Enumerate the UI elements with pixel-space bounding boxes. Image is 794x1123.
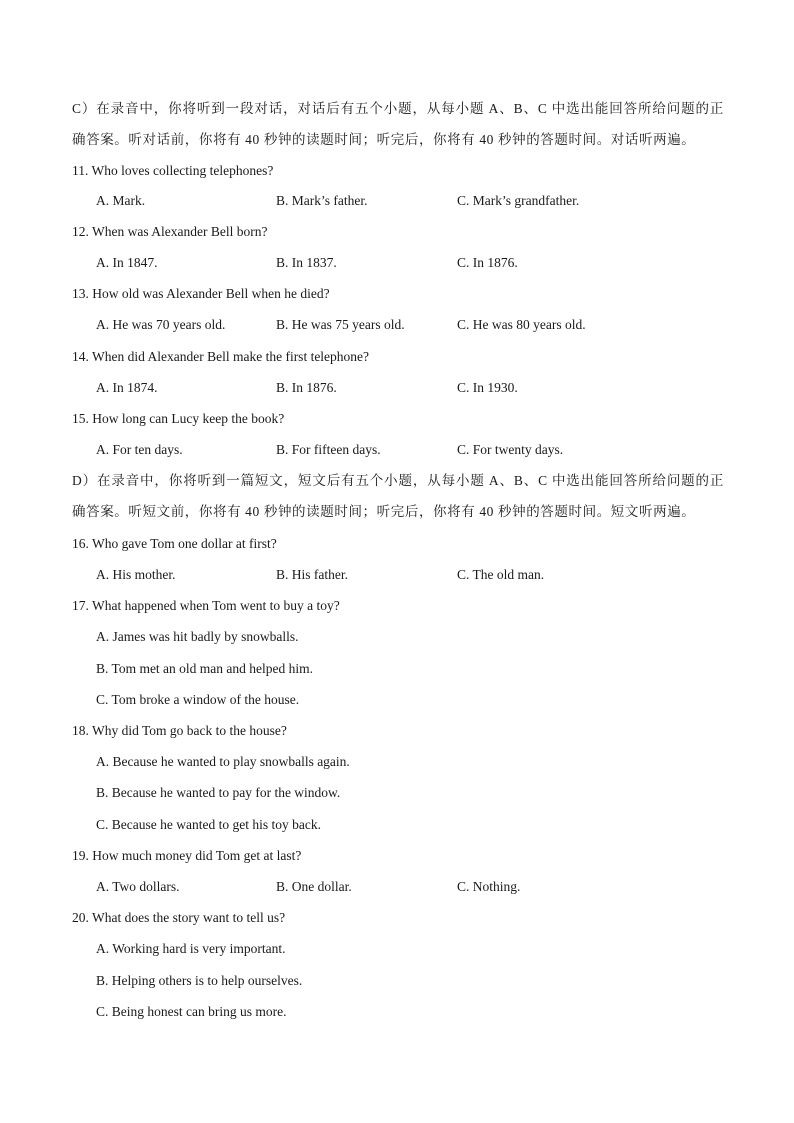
- question-19: 19. How much money did Tom get at last?: [72, 848, 302, 863]
- question-13-option-b: B. He was 75 years old.: [276, 317, 405, 332]
- question-17: 17. What happened when Tom went to buy a toy?: [72, 598, 340, 613]
- question-19-option-c: C. Nothing.: [457, 879, 521, 894]
- question-16: 16. Who gave Tom one dollar at first?: [72, 536, 277, 551]
- question-15-option-c: C. For twenty days.: [457, 442, 564, 457]
- question-16-option-a: A. His mother.: [96, 567, 176, 582]
- question-18: 18. Why did Tom go back to the house?: [72, 723, 287, 738]
- question-14-option-b: B. In 1876.: [276, 380, 337, 395]
- question-15-option-a: A. For ten days.: [96, 442, 183, 457]
- question-13: 13. How old was Alexander Bell when he died?: [72, 286, 330, 301]
- question-15: 15. How long can Lucy keep the book?: [72, 411, 285, 426]
- question-16-option-c: C. The old man.: [457, 567, 545, 582]
- question-20-option-b: B. Helping others is to help ourselves.: [96, 973, 303, 988]
- question-16-option-b: B. His father.: [276, 567, 348, 582]
- question-18-option-b: B. Because he wanted to pay for the window.: [96, 785, 341, 800]
- question-14-option-c: C. In 1930.: [457, 380, 518, 395]
- question-11: 11. Who loves collecting telephones?: [72, 163, 274, 178]
- question-14-option-a: A. In 1874.: [96, 380, 158, 395]
- question-11-option-c: C. Mark’s grandfather.: [457, 193, 580, 208]
- question-11-option-a: A. Mark.: [96, 193, 146, 208]
- question-20-option-a: A. Working hard is very important.: [96, 941, 286, 956]
- question-12-option-c: C. In 1876.: [457, 255, 518, 270]
- question-12-option-b: B. In 1837.: [276, 255, 337, 270]
- question-17-option-a: A. James was hit badly by snowballs.: [96, 629, 299, 644]
- question-15-option-b: B. For fifteen days.: [276, 442, 381, 457]
- question-19-option-b: B. One dollar.: [276, 879, 352, 894]
- question-17-option-c: C. Tom broke a window of the house.: [96, 692, 300, 707]
- question-11-option-b: B. Mark’s father.: [276, 193, 368, 208]
- question-13-option-c: C. He was 80 years old.: [457, 317, 586, 332]
- section-d-instructions: D）在录音中，你将听到一篇短文，短文后有五个小题，从每小题 A、B、C 中选出能回答所给问题的正确答案。听短文前，你将有 40 秒钟的读题时间；听完后，你将有 40 秒钟的答题时间。短文听两遍。: [72, 473, 724, 519]
- question-18-option-c: C. Because he wanted to get his toy back.: [96, 817, 321, 832]
- question-12: 12. When was Alexander Bell born?: [72, 224, 268, 239]
- question-20-option-c: C. Being honest can bring us more.: [96, 1004, 287, 1019]
- question-20: 20. What does the story want to tell us?: [72, 910, 286, 925]
- question-18-option-a: A. Because he wanted to play snowballs again.: [96, 754, 350, 769]
- question-12-option-a: A. In 1847.: [96, 255, 158, 270]
- question-13-option-a: A. He was 70 years old.: [96, 317, 226, 332]
- question-14: 14. When did Alexander Bell make the first telephone?: [72, 349, 370, 364]
- question-19-option-a: A. Two dollars.: [96, 879, 180, 894]
- question-17-option-b: B. Tom met an old man and helped him.: [96, 661, 314, 676]
- section-c-instructions: C）在录音中，你将听到一段对话，对话后有五个小题，从每小题 A、B、C 中选出能回答所给问题的正确答案。听对话前，你将有 40 秒钟的读题时间；听完后，你将有 40 秒钟的答题时间。对话听两遍。: [72, 101, 724, 147]
